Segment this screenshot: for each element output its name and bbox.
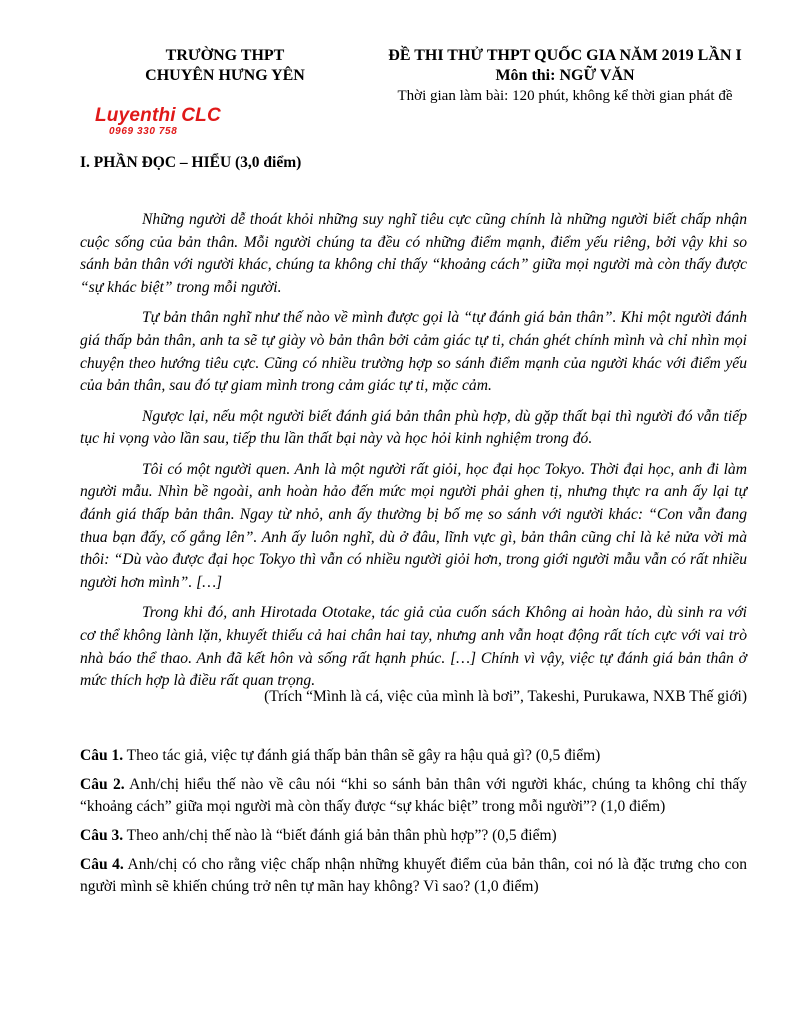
passage-source: (Trích “Mình là cá, việc của mình là bơi”, Takeshi, Purukawa, NXB Thế giới) — [264, 688, 747, 705]
exam-title: ĐỀ THI THỬ THPT QUỐC GIA NĂM 2019 LẦN I — [388, 47, 742, 64]
school-name-line2: CHUYÊN HƯNG YÊN — [145, 67, 305, 84]
question-number: Câu 3. — [80, 827, 124, 844]
exam-duration: Thời gian làm bài: 120 phút, không kể thời gian phát đề — [397, 88, 733, 104]
brand-phone: 0969 330 758 — [109, 126, 178, 137]
brand-name: Luyenthi CLC — [95, 105, 221, 126]
question-text: Theo tác giả, việc tự đánh giá thấp bản thân sẽ gây ra hậu quả gì? (0,5 điểm) — [123, 747, 601, 764]
passage-paragraph: Ngược lại, nếu một người biết đánh giá bản thân phù hợp, dù gặp thất bại thì người đó vẫn tiếp tục hi vọng vào lần sau, tiếp thu lần thất bại này và học hỏi kinh nghiệm trong đó. — [80, 407, 747, 448]
question-list — [80, 745, 747, 905]
school-header — [100, 46, 350, 86]
reading-passage — [80, 209, 747, 701]
passage-paragraph: Tự bản thân nghĩ như thế nào về mình được gọi là “tự đánh giá bản thân”. Khi một người đánh giá thấp bản thân, anh ta sẽ tự giày vò bản thân bởi cảm giác tự ti, chán ghét chính mình và chỉ nhìn mọi chuyện theo hướng tiêu cực. Cũng có nhiều trường hợp so sánh điểm mạnh của người khác với điểm yếu của bản thân, sau đó tự giam mình trong cảm giác tự ti, mặc cảm. — [80, 309, 747, 395]
brand-watermark — [95, 106, 221, 137]
question-number: Câu 4. — [80, 856, 124, 873]
passage-paragraph: Trong khi đó, anh Hirotada Ototake, tác giả của cuốn sách Không ai hoàn hảo, dù sinh ra với cơ thể không lành lặn, khuyết thiếu cả hai chân hai tay, nhưng anh vẫn hoạt động rất tích cực với vai trò nhà báo thể thao. Anh đã kết hôn và sống rất hạnh phúc. […] Chính vì vậy, việc tự đánh giá bản thân ở mức thích hợp là điều rất quan trọng. — [80, 604, 747, 690]
passage-paragraph: Những người dễ thoát khỏi những suy nghĩ tiêu cực cũng chính là những người biết chấp nhận cuộc sống của bản thân. Mỗi người chúng ta đều có những điểm mạnh, điểm yếu riêng, bởi vậy khi so sánh bản thân với người khác, chúng ta không chỉ thấy “khoảng cách” giữa mọi người mà còn thấy được “sự khác biệt” trong mỗi người. — [80, 211, 747, 297]
question-number: Câu 2. — [80, 776, 125, 793]
section-title: I. PHẦN ĐỌC – HIỂU (3,0 điểm) — [80, 154, 302, 171]
exam-header — [340, 46, 790, 106]
question-text: Anh/chị hiểu thế nào về câu nói “khi so sánh bản thân với người khác, chúng ta không chỉ thấy “khoảng cách” giữa mọi người mà còn thấy được “sự khác biệt” trong mỗi người”? (1,0 điểm) — [80, 776, 747, 815]
passage-paragraph: Tôi có một người quen. Anh là một người rất giỏi, học đại học Tokyo. Thời đại học, anh đi làm người mẫu. Nhìn bề ngoài, anh hoàn hảo đến mức mọi người phải ghen tị, nhưng thực ra anh ấy lại tự đánh giá thấp bản thân. Ngay từ nhỏ, anh ấy thường bị bố mẹ so sánh với người khác: “Con vẫn đang thua bạn đấy, cố gắng lên”. Anh ấy luôn nghĩ, dù ở đâu, lĩnh vực gì, bản thân cũng chỉ là kẻ nửa vời mà thôi: “Dù vào được đại học Tokyo thì vẫn có nhiều người giỏi hơn, trong giới người mẫu vẫn có rất nhiều người hơn mình”. […] — [80, 460, 747, 592]
question-number: Câu 1. — [80, 747, 124, 764]
question-2 — [80, 774, 747, 818]
question-text: Theo anh/chị thế nào là “biết đánh giá bản thân phù hợp”? (0,5 điểm) — [123, 827, 557, 844]
question-1 — [80, 745, 747, 767]
question-text: Anh/chị có cho rằng việc chấp nhận những khuyết điểm của bản thân, coi nó là đặc trưng cho con người mình sẽ khiến chúng trở nên tự mãn hay không? Vì sao? (1,0 điểm) — [80, 856, 747, 895]
question-4 — [80, 854, 747, 898]
question-3 — [80, 825, 747, 847]
school-name-line1: TRƯỜNG THPT — [165, 47, 285, 64]
exam-subject: Môn thi: NGỮ VĂN — [495, 67, 635, 84]
